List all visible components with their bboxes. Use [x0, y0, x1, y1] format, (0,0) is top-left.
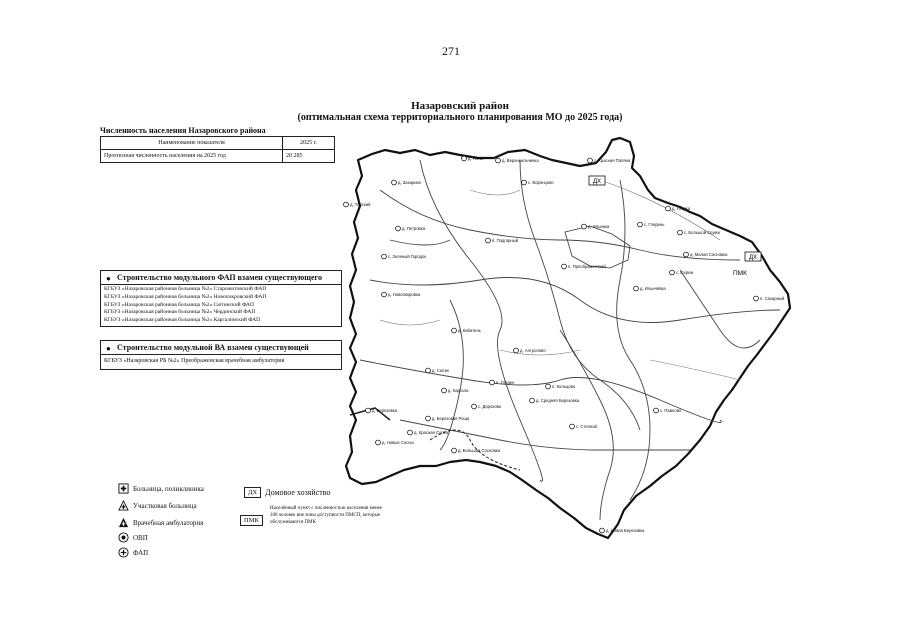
- settlement-label: с. Сереж: [676, 270, 694, 275]
- settlement-marker: [490, 380, 495, 385]
- legend-ambulatory-label: Врачебная амбулатория: [133, 518, 204, 527]
- settlement-marker: [462, 156, 467, 161]
- settlement-marker: [634, 286, 639, 291]
- fap-box-heading: Строительство модульного ФАП взамен существующего: [117, 273, 322, 282]
- settlement-label: с. Красная Поляна: [594, 158, 631, 163]
- map-title: Назаровский район: [411, 100, 509, 112]
- settlement-label: д. Тарский: [350, 202, 371, 207]
- pmk-map-marker: ПМК: [733, 270, 747, 277]
- settlement-labels: [350, 156, 785, 533]
- settlement-label: д. Средняя Березовка: [536, 398, 580, 403]
- settlement-label: д. Петровка: [402, 226, 426, 231]
- fap-row: КГБУЗ «Назаровская районная больница №2» Чердинский ФАП: [104, 309, 256, 316]
- settlement-marker: [396, 226, 401, 231]
- settlement-label: д. Малая Сосновка: [690, 252, 728, 257]
- settlement-marker: [452, 448, 457, 453]
- settlement-label: д. Ягодка: [672, 206, 691, 211]
- settlement-label: с. Воронцово: [528, 180, 554, 185]
- settlement-label: д. Ильинка: [588, 224, 610, 229]
- fap-row: КГБУЗ «Назаровская районная больница №2» Старожитовский ФАП: [104, 286, 267, 292]
- settlement-marker: [678, 230, 683, 235]
- settlement-marker: [546, 384, 551, 389]
- settlement-label: п. Сахарный: [760, 296, 785, 301]
- ambulatory-icon: [118, 517, 129, 528]
- settlement-label: с. Глядень: [644, 222, 665, 227]
- ovp-icon: [118, 532, 129, 543]
- settlement-marker: [392, 180, 397, 185]
- settlement-marker: [344, 202, 349, 207]
- district-boundary: [346, 138, 790, 538]
- page-number: 271: [442, 44, 460, 58]
- settlement-marker: [666, 206, 671, 211]
- settlement-label: д. Ильичёвка: [640, 286, 666, 291]
- settlement-label: д. Новые Сосны: [382, 440, 414, 445]
- inner-boundary: [565, 226, 630, 268]
- settlement-marker: [382, 292, 387, 297]
- va-box-heading: Строительство модульной ВА взамен существующей: [117, 343, 309, 352]
- settlement-label: д. Антропово: [520, 348, 546, 353]
- settlement-marker: [588, 158, 593, 163]
- settlement-marker: [638, 222, 643, 227]
- settlement-label: п. Подгорный: [492, 238, 519, 243]
- settlement-marker: [382, 254, 387, 259]
- settlement-label: с. Большой Сереж: [684, 230, 720, 235]
- settlement-marker: [486, 238, 491, 243]
- bullet-icon: ●: [106, 344, 111, 353]
- settlement-marker: [684, 252, 689, 257]
- va-construction-box: [100, 340, 342, 370]
- population-heading: Численность населения Назаровского района: [100, 126, 266, 135]
- settlement-marker: [582, 224, 587, 229]
- settlement-marker: [452, 328, 457, 333]
- settlement-marker: [654, 408, 659, 413]
- settlement-label: д. Новопокровка: [388, 292, 421, 297]
- svg-text:ДХ: ДХ: [748, 255, 758, 261]
- district-hospital-icon: [118, 500, 129, 511]
- dkh-map-marker-2: [745, 252, 761, 261]
- settlement-marker: [570, 424, 575, 429]
- svg-text:ДХ: ДХ: [592, 179, 602, 185]
- settlement-label: д. Верхнеальчинка: [502, 158, 539, 163]
- settlement-marker: [522, 180, 527, 185]
- settlement-label: д. Большая Сосновка: [458, 448, 501, 453]
- pmk-legend-icon: ПМК: [240, 515, 263, 526]
- settlement-marker: [408, 430, 413, 435]
- legend-hospital-label: Больница, поликлиника: [133, 484, 204, 493]
- settlement-marker: [530, 398, 535, 403]
- legend-fap-label: ФАП: [133, 548, 149, 557]
- settlement-label: с. Дорохово: [478, 404, 502, 409]
- settlement-marker: [366, 408, 371, 413]
- settlement-label: с. Степной: [576, 424, 597, 429]
- settlement-marker: [496, 158, 501, 163]
- legend-pmk-note: Населённый пункт с численностью населения менее 100 человек вне зоны доступности ПМСП, которые обслуживаются ПМК: [270, 506, 383, 525]
- settlement-label: д. Захарино: [398, 180, 422, 185]
- settlement-marker: [426, 368, 431, 373]
- settlement-label: п. Кольцово: [552, 384, 576, 389]
- settlement-label: с. Зеленый Городок: [388, 254, 427, 259]
- dkh-map-marker: [589, 176, 605, 185]
- fap-icon: [118, 547, 129, 558]
- settlement-marker: [754, 296, 759, 301]
- settlement-marker: [426, 416, 431, 421]
- settlement-label: д. Кибитень: [458, 328, 481, 333]
- population-row-value: 20 285: [283, 150, 335, 163]
- settlement-marker: [376, 440, 381, 445]
- population-col-year: 2025 г.: [283, 137, 335, 150]
- legend-district-hospital-label: Участковая больница: [133, 501, 197, 510]
- fap-construction-box: [100, 270, 342, 327]
- va-row: КГБУЗ «Назаровская РБ №2» Преображенская врачебная амбулатория: [104, 358, 285, 364]
- settlement-marker: [670, 270, 675, 275]
- settlement-label: д. Березовка: [372, 408, 398, 413]
- settlement-marker: [514, 348, 519, 353]
- settlement-label: д. Березовая Роща: [432, 416, 470, 421]
- settlement-marker: [562, 264, 567, 269]
- settlement-label: д. Каргала: [448, 388, 469, 393]
- settlement-label: д. Сютик: [432, 368, 449, 373]
- settlement-marker: [442, 388, 447, 393]
- legend-dkh-label: Домовое хозяйство: [265, 488, 331, 497]
- settlement-label: д. Алтат: [468, 156, 485, 161]
- map-subtitle: (оптимальная схема территориального планирования МО до 2025 года): [297, 112, 623, 123]
- settlement-marker: [472, 404, 477, 409]
- legend-ovp-label: ОВП: [133, 533, 148, 542]
- settlement-marker: [600, 528, 605, 533]
- settlement-markers: [344, 156, 759, 533]
- dkh-legend-icon: ДХ: [244, 487, 261, 498]
- fap-row: КГБУЗ «Назаровская районная больница №2» Новопокровский ФАП: [104, 293, 267, 300]
- population-row-label: Прогнозная численность населения на 2025 год: [101, 150, 283, 163]
- hospital-icon: [118, 483, 129, 494]
- settlement-label: п. Гляден: [496, 380, 515, 385]
- fap-row: КГБУЗ «Назаровская районная больница №2» Каргалинский ФАП: [104, 317, 261, 324]
- fap-row: КГБУЗ «Назаровская районная больница №2» Сютинский ФАП: [104, 301, 254, 308]
- population-col-indicator: Наименование показателя: [101, 137, 283, 150]
- population-table: [100, 136, 335, 163]
- settlement-label: д. Новая Березовка: [606, 528, 645, 533]
- settlement-label: п. Преображенский: [568, 264, 606, 269]
- bullet-icon: ●: [106, 274, 111, 283]
- settlement-label: с. Павлово: [660, 408, 682, 413]
- settlement-label: д. Красная Сопка: [414, 430, 448, 435]
